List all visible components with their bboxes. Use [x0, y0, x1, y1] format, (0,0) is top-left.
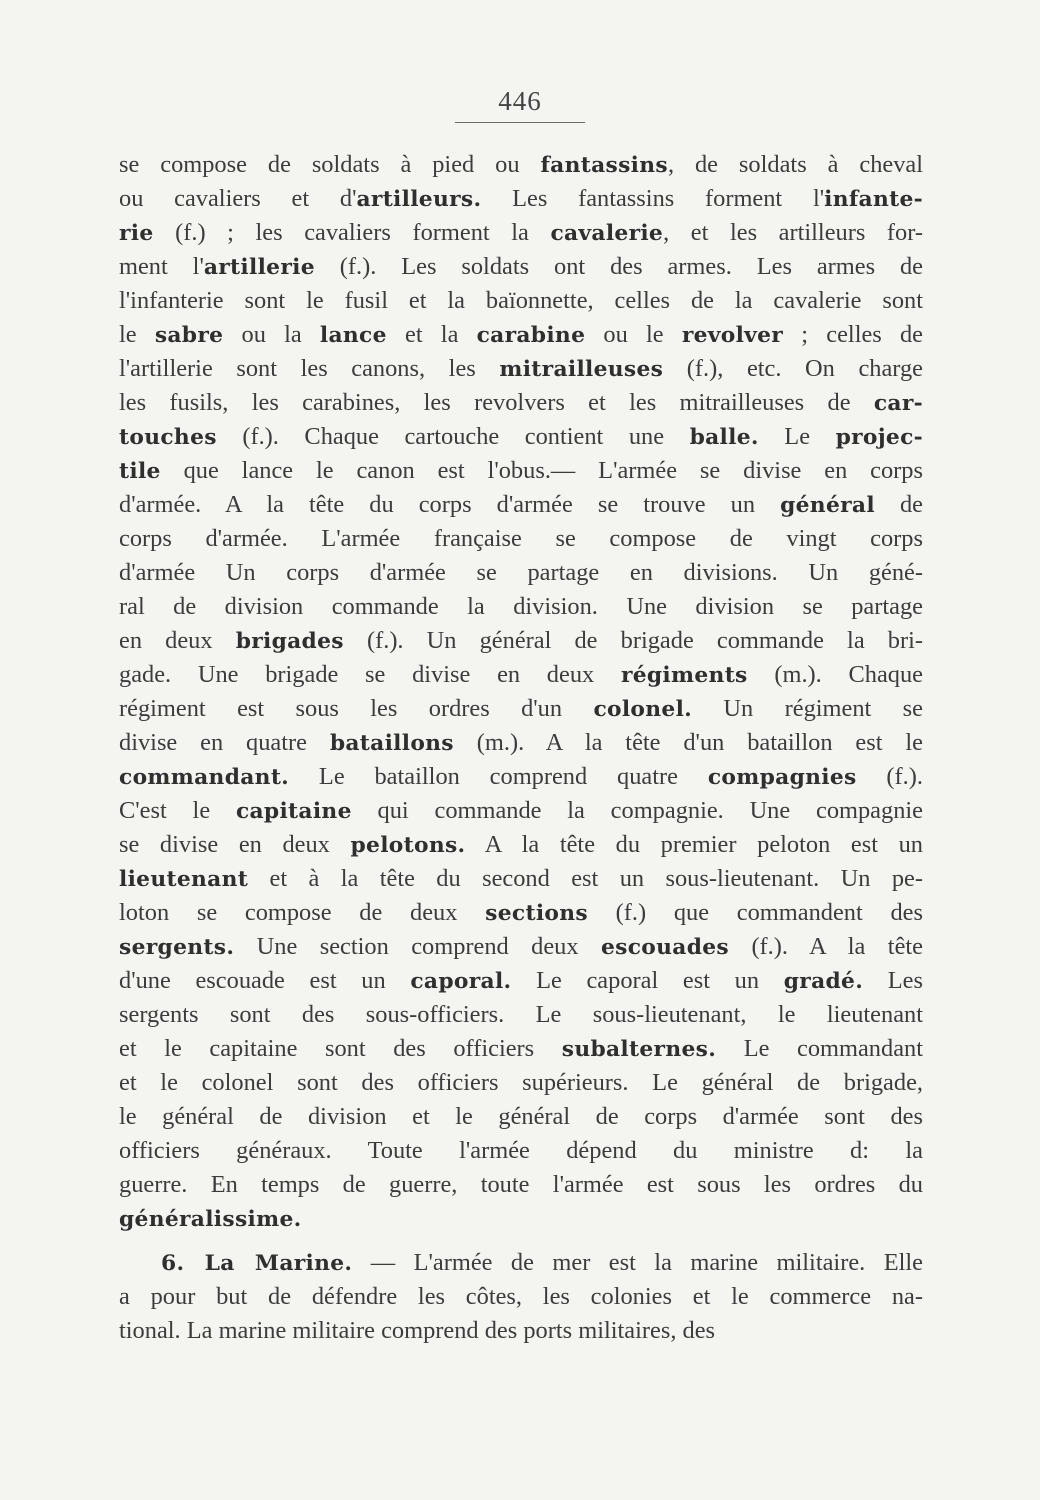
text-run: , et les artilleurs for-: [663, 219, 923, 246]
text-run: (m.). Chaque: [747, 661, 923, 688]
bold-term: revolver: [681, 323, 784, 348]
text-line: [119, 488, 923, 522]
text-run: Un régiment se: [692, 695, 923, 722]
text-run: qui commande la compagnie. Une compagnie: [351, 797, 923, 824]
text-run: Le bataillon comprend quatre: [289, 763, 708, 790]
text-line: [119, 284, 923, 318]
bold-term: artilleurs.: [356, 187, 482, 212]
bold-term: sections: [485, 901, 588, 926]
text-line: [119, 1032, 923, 1066]
text-line: [119, 692, 923, 726]
text-run: ral de division commande la division. Une division se partage: [119, 593, 923, 620]
text-run: l'infanterie sont le fusil et la baïonnette, celles de la cavalerie sont: [119, 287, 923, 314]
bold-term: colonel.: [593, 697, 693, 722]
text-line: [119, 726, 923, 760]
text-line: [119, 1246, 923, 1280]
bold-term: carabine: [476, 323, 586, 348]
bold-term: lance: [319, 323, 387, 348]
text-run: (f.). Les soldats ont des armes. Les armes de: [314, 253, 923, 280]
text-line: [119, 1314, 923, 1348]
text-run: (f.).: [856, 763, 923, 790]
header-rule: [455, 122, 585, 123]
text-run: ou la: [223, 321, 320, 348]
text-run: (f.). Chaque cartouche contient une: [216, 423, 690, 450]
text-run: régiment est sous les ordres d'un: [119, 695, 594, 722]
text-run: divise en quatre: [119, 729, 330, 756]
bold-term: cavalerie: [550, 221, 664, 246]
text-run: se compose de soldats à pied ou: [119, 151, 541, 178]
bold-term: capitaine: [235, 799, 352, 824]
bold-term: infante-: [824, 187, 923, 212]
text-run: gade. Une brigade se divise en deux: [119, 661, 621, 688]
bold-term: régiments: [620, 663, 748, 688]
text-run: ou cavaliers et d': [119, 185, 357, 212]
bold-term: général: [780, 493, 875, 518]
bold-term: tile: [119, 459, 161, 484]
army-paragraph: [119, 148, 923, 1236]
text-line: [119, 386, 923, 420]
text-line: [119, 896, 923, 930]
text-line: [119, 760, 923, 794]
page-number: 446: [498, 86, 542, 116]
text-line: [119, 964, 923, 998]
bold-term: lieutenant: [119, 867, 249, 892]
text-run: (f.) ; les cavaliers forment la: [153, 219, 551, 246]
text-run: Le caporal est un: [511, 967, 784, 994]
bold-term: balle.: [689, 425, 759, 450]
text-line: [119, 352, 923, 386]
text-run: et à la tête du second est un sous-lieutenant. Un pe-: [248, 865, 923, 892]
text-line: [119, 1066, 923, 1100]
text-run: d'armée Un corps d'armée se partage en divisions. Un géné-: [119, 559, 923, 586]
text-run: officiers généraux. Toute l'armée dépend du ministre d: la: [119, 1137, 923, 1164]
bold-term: généralissime.: [119, 1207, 302, 1232]
text-line: [119, 794, 923, 828]
text-line: [119, 930, 923, 964]
text-run: et le colonel sont des officiers supérieurs. Le général de brigade,: [119, 1069, 923, 1096]
bold-term: rie: [119, 221, 154, 246]
text-line: [119, 148, 923, 182]
text-run: le: [119, 321, 155, 348]
bold-term: caporal.: [410, 969, 512, 994]
text-run: et la: [386, 321, 477, 348]
bold-term: sabre: [154, 323, 224, 348]
text-run: en deux: [119, 627, 236, 654]
text-line: [119, 862, 923, 896]
text-run: d'armée. A la tête du corps d'armée se trouve un: [119, 491, 781, 518]
text-run: (f.), etc. On charge: [663, 355, 923, 382]
bold-term: bataillons: [329, 731, 454, 756]
text-run: l'artillerie sont les canons, les: [119, 355, 500, 382]
text-line: [119, 1168, 923, 1202]
text-run: d'une escouade est un: [119, 967, 411, 994]
text-run: Une section comprend deux: [234, 933, 601, 960]
text-run: Le commandant: [716, 1035, 923, 1062]
text-line: [119, 590, 923, 624]
bold-term: fantassins: [540, 153, 668, 178]
bold-term: touches: [119, 425, 217, 450]
text-line: [119, 250, 923, 284]
bold-term: escouades: [601, 935, 730, 960]
text-line: [119, 1280, 923, 1314]
text-run: le général de division et le général de corps d'armée sont des: [119, 1103, 923, 1130]
text-run: a pour but de défendre les côtes, les colonies et le commerce na-: [119, 1283, 923, 1310]
text-line: [119, 1134, 923, 1168]
marine-paragraph: [119, 1246, 923, 1348]
text-line: [119, 454, 923, 488]
bold-term: sergents.: [119, 935, 235, 960]
bold-term: brigades: [235, 629, 344, 654]
text-line: [119, 522, 923, 556]
text-run: C'est le: [119, 797, 236, 824]
text-line: [119, 182, 923, 216]
bold-term: 6. La Marine.: [161, 1251, 353, 1276]
text-run: se divise en deux: [119, 831, 351, 858]
text-run: — L'armée de mer est la marine militaire. Elle: [352, 1249, 923, 1276]
text-run: (f.). Un général de brigade commande la bri-: [343, 627, 923, 654]
text-run: (m.). A la tête d'un bataillon est le: [453, 729, 923, 756]
text-run: Les fantassins forment l': [481, 185, 825, 212]
text-line: [119, 658, 923, 692]
text-line: [119, 828, 923, 862]
text-run: guerre. En temps de guerre, toute l'armée est sous les ordres du: [119, 1171, 923, 1198]
bold-term: subalternes.: [561, 1037, 717, 1062]
text-run: les fusils, les carabines, les revolvers et les mitrailleuses de: [119, 389, 874, 416]
text-line: [119, 998, 923, 1032]
text-run: tional. La marine militaire comprend des ports militaires, des: [119, 1317, 716, 1344]
text-line: [119, 216, 923, 250]
bold-term: commandant.: [119, 765, 290, 790]
text-run: (f.) que commandent des: [587, 899, 923, 926]
text-line: [119, 318, 923, 352]
bold-term: mitrailleuses: [499, 357, 664, 382]
text-run: , de soldats à cheval: [667, 151, 923, 178]
text-line: [119, 420, 923, 454]
text-run: ; celles de: [783, 321, 923, 348]
bold-term: projec-: [835, 425, 923, 450]
text-run: et le capitaine sont des officiers: [119, 1035, 562, 1062]
text-line: [119, 556, 923, 590]
bold-term: pelotons.: [350, 833, 466, 858]
text-line: [119, 1202, 923, 1236]
text-run: ou le: [585, 321, 682, 348]
bold-term: compagnies: [707, 765, 857, 790]
text-run: sergents sont des sous-officiers. Le sous-lieutenant, le lieutenant: [119, 1001, 923, 1028]
text-run: ment l': [119, 253, 204, 280]
text-line: [119, 624, 923, 658]
text-run: loton se compose de deux: [119, 899, 486, 926]
text-run: de: [874, 491, 923, 518]
text-run: Le: [758, 423, 836, 450]
text-run: Les: [863, 967, 923, 994]
bold-term: artillerie: [203, 255, 315, 280]
text-run: corps d'armée. L'armée française se compose de vingt corps: [119, 525, 923, 552]
text-line: [119, 1100, 923, 1134]
bold-term: car-: [873, 391, 923, 416]
text-run: que lance le canon est l'obus.— L'armée se divise en corps: [160, 457, 923, 484]
text-run: A la tête du premier peloton est un: [465, 831, 923, 858]
text-run: (f.). A la tête: [729, 933, 923, 960]
bold-term: gradé.: [783, 969, 864, 994]
